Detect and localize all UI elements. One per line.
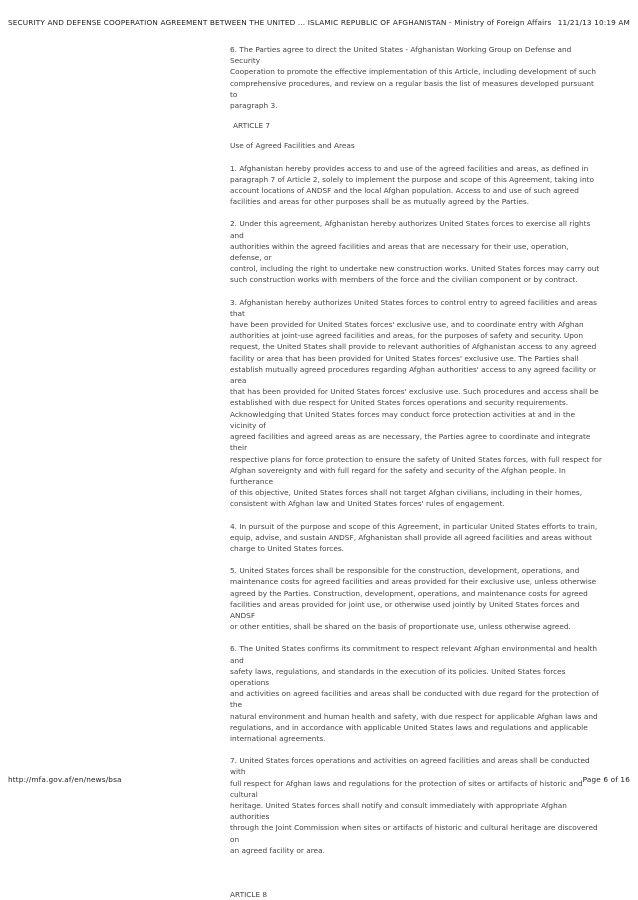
paragraph-6-previous-article: 6. The Parties agree to direct the United States - Afghanistan Working Group on Defense and Security Cooperation to promote the effective implementation of this Article, including development of such comprehensive procedures, and review on a regular basis the list of measures developed pursuant to paragraph 3. (230, 45, 596, 111)
article-7-paragraph-3: 3. Afghanistan hereby authorizes United States forces to control entry to agreed facilities and areas that have been provided for United States forces' exclusive use, and to coordinate entry with Afghan authorities at joint-use agreed facilities and areas, for the purposes of safety and security. Upon request, the United States shall provide to relevant authorities of Afghanistan access to any agreed facility or area that has been provided for United States forces' exclusive use. The Parties shall establish mutually agreed procedures regarding Afghan authorities' access to any agreed facility or area that has been provided for United States forces' exclusive use. Such procedures and access shall be established with due respect for United States forces operations and security requirements. Acknowledging that United States forces may conduct force protection activities at and in the vicinity of agreed facilities and agreed areas as are necessary, the Parties agree to coordinate and integrate their respective plans for force protection to ensure the safety of United States forces, with full respect for Afghan sovereignty and with full regard for the safety and security of the Afghan people. In furtherance of this objective, United States forces shall not target Afghan civilians, including in their homes, consistent with Afghan law and United States forces' rules of engagement. (230, 297, 602, 509)
article-7-paragraph-7: 7. United States forces operations and activities on agreed facilities and areas shall be conducted with full respect for Afghan laws and regulations for the protection of sites or artifacts of historic and cultural heritage. United States forces shall notify and consult immediately with appropriate Afghan authorities through the Joint Commission when sites or artifacts of historic and cultural heritage are discovered on an agreed facility or area. (230, 756, 598, 855)
print-header (8, 18, 630, 27)
article-7-paragraph-1: 1. Afghanistan hereby provides access to and use of the agreed facilities and areas, as defined in paragraph 7 of Article 2, solely to implement the purpose and scope of this Agreement, taking into account locations of ANDSF and the local Afghan population. Access to and use of such agreed facilities and areas for other purposes shall be as mutually agreed by the Parties. (230, 163, 594, 207)
document-body (230, 44, 602, 900)
article-7-paragraph-4: 4. In pursuit of the purpose and scope of this Agreement, in particular United States efforts to train, equip, advise, and sustain ANDSF, Afghanistan shall provide all agreed facilities and areas without charge to United States forces. (230, 521, 598, 553)
page-number: Page 6 of 16 (582, 775, 630, 784)
print-datetime: 11/21/13 10:19 AM (557, 18, 630, 27)
article-7-paragraph-5: 5. United States forces shall be responsible for the construction, development, operations, and maintenance costs for agreed facilities and areas provided for their exclusive use, unless otherwise agreed by the Parties. Construction, development, operations, and maintenance costs for agreed facilities and areas provided for joint use, or otherwise used jointly by United States forces and ANDSF or other entities, shall be shared on the basis of proportionate use, unless otherwise agreed. (230, 566, 597, 632)
page-url: http://mfa.gov.af/en/news/bsa (8, 775, 122, 784)
page-title: SECURITY AND DEFENSE COOPERATION AGREEMENT BETWEEN THE UNITED ... ISLAMIC REPUBLIC OF AFGHANISTAN - Ministry of Foreign Affairs (8, 18, 552, 27)
article-7-paragraph-2: 2. Under this agreement, Afghanistan hereby authorizes United States forces to exercise all rights and authorities within the agreed facilities and areas that are necessary for their use, operation, defense, or control, including the right to undertake new construction works. United States forces may carry out such construction works with members of the force and the civilian component or by contract. (230, 219, 600, 285)
article-7-title: Use of Agreed Facilities and Areas (230, 141, 355, 151)
article-7-heading: ARTICLE 7 (233, 121, 271, 131)
article-7-paragraph-6: 6. The United States confirms its commitment to respect relevant Afghan environmental and health and safety laws, regulations, and standards in the execution of its policies. United States forces operations and activities on agreed facilities and areas shall be conducted with due regard for the protection of the natural environment and human health and safety, with due respect for applicable Afghan laws and regulations, and in accordance with applicable United States laws and regulations and applicable international agreements. (230, 644, 599, 743)
article-8-heading: ARTICLE 8 (230, 890, 268, 899)
print-footer (8, 775, 630, 784)
